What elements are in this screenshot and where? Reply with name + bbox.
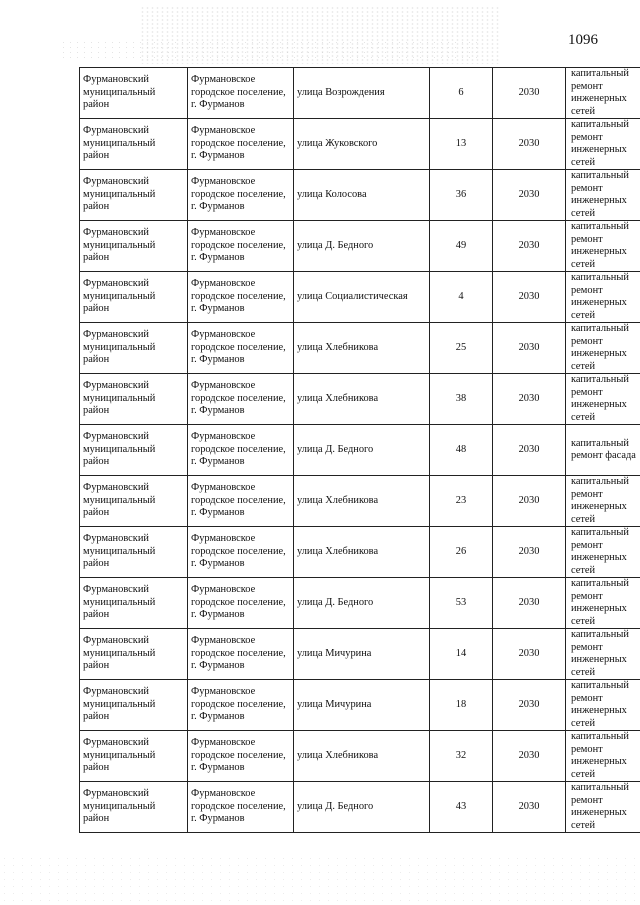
settlement-cell: Фурмановское городское поселение, г. Фурманов <box>188 323 294 374</box>
work-type-cell: капитальный ремонт инженерных сетей <box>566 68 640 119</box>
street-cell: улица Д. Бедного <box>294 782 430 833</box>
street-cell: улица Хлебникова <box>294 731 430 782</box>
settlement-cell: Фурмановское городское поселение, г. Фурманов <box>188 629 294 680</box>
work-type-cell: капитальный ремонт инженерных сетей <box>566 119 640 170</box>
district-cell: Фурмановский муниципальный район <box>80 527 188 578</box>
work-type-cell: капитальный ремонт инженерных сетей <box>566 272 640 323</box>
street-cell: улица Д. Бедного <box>294 425 430 476</box>
house-number-cell: 43 <box>430 782 493 833</box>
house-number-cell: 25 <box>430 323 493 374</box>
house-number-cell: 38 <box>430 374 493 425</box>
settlement-cell: Фурмановское городское поселение, г. Фурманов <box>188 68 294 119</box>
table-body <box>80 68 640 833</box>
year-cell: 2030 <box>493 425 566 476</box>
scan-noise-top-faint <box>60 40 480 62</box>
settlement-cell: Фурмановское городское поселение, г. Фурманов <box>188 680 294 731</box>
house-number-cell: 26 <box>430 527 493 578</box>
year-cell: 2030 <box>493 68 566 119</box>
table-row <box>80 68 640 119</box>
street-cell: улица Хлебникова <box>294 374 430 425</box>
table-row <box>80 629 640 680</box>
district-cell: Фурмановский муниципальный район <box>80 323 188 374</box>
settlement-cell: Фурмановское городское поселение, г. Фурманов <box>188 782 294 833</box>
table-row <box>80 272 640 323</box>
settlement-cell: Фурмановское городское поселение, г. Фурманов <box>188 272 294 323</box>
district-cell: Фурмановский муниципальный район <box>80 374 188 425</box>
district-cell: Фурмановский муниципальный район <box>80 119 188 170</box>
work-type-cell: капитальный ремонт инженерных сетей <box>566 221 640 272</box>
house-number-cell: 14 <box>430 629 493 680</box>
year-cell: 2030 <box>493 476 566 527</box>
street-cell: улица Д. Бедного <box>294 221 430 272</box>
street-cell: улица Хлебникова <box>294 527 430 578</box>
table-row <box>80 119 640 170</box>
work-type-cell: капитальный ремонт инженерных сетей <box>566 476 640 527</box>
year-cell: 2030 <box>493 629 566 680</box>
page-number: 1096 <box>568 32 598 48</box>
street-cell: улица Колосова <box>294 170 430 221</box>
house-number-cell: 4 <box>430 272 493 323</box>
work-type-cell: капитальный ремонт инженерных сетей <box>566 527 640 578</box>
year-cell: 2030 <box>493 272 566 323</box>
district-cell: Фурмановский муниципальный район <box>80 680 188 731</box>
house-number-cell: 6 <box>430 68 493 119</box>
settlement-cell: Фурмановское городское поселение, г. Фурманов <box>188 170 294 221</box>
table-row <box>80 170 640 221</box>
street-cell: улица Возрождения <box>294 68 430 119</box>
district-cell: Фурмановский муниципальный район <box>80 425 188 476</box>
work-type-cell: капитальный ремонт инженерных сетей <box>566 578 640 629</box>
work-type-cell: капитальный ремонт инженерных сетей <box>566 680 640 731</box>
house-number-cell: 13 <box>430 119 493 170</box>
settlement-cell: Фурмановское городское поселение, г. Фурманов <box>188 578 294 629</box>
house-number-cell: 32 <box>430 731 493 782</box>
settlement-cell: Фурмановское городское поселение, г. Фурманов <box>188 731 294 782</box>
house-number-cell: 36 <box>430 170 493 221</box>
work-type-cell: капитальный ремонт инженерных сетей <box>566 629 640 680</box>
year-cell: 2030 <box>493 782 566 833</box>
house-number-cell: 49 <box>430 221 493 272</box>
table-row <box>80 527 640 578</box>
table-row <box>80 425 640 476</box>
district-cell: Фурмановский муниципальный район <box>80 68 188 119</box>
year-cell: 2030 <box>493 731 566 782</box>
year-cell: 2030 <box>493 527 566 578</box>
work-type-cell: капитальный ремонт инженерных сетей <box>566 170 640 221</box>
house-number-cell: 23 <box>430 476 493 527</box>
street-cell: улица Социалистическая <box>294 272 430 323</box>
year-cell: 2030 <box>493 374 566 425</box>
year-cell: 2030 <box>493 578 566 629</box>
district-cell: Фурмановский муниципальный район <box>80 272 188 323</box>
district-cell: Фурмановский муниципальный район <box>80 782 188 833</box>
table-row <box>80 323 640 374</box>
settlement-cell: Фурмановское городское поселение, г. Фурманов <box>188 476 294 527</box>
table-row <box>80 731 640 782</box>
table-row <box>80 680 640 731</box>
work-type-cell: капитальный ремонт инженерных сетей <box>566 374 640 425</box>
district-cell: Фурмановский муниципальный район <box>80 170 188 221</box>
settlement-cell: Фурмановское городское поселение, г. Фурманов <box>188 374 294 425</box>
year-cell: 2030 <box>493 221 566 272</box>
street-cell: улица Д. Бедного <box>294 578 430 629</box>
year-cell: 2030 <box>493 170 566 221</box>
house-number-cell: 48 <box>430 425 493 476</box>
street-cell: улица Мичурина <box>294 680 430 731</box>
work-type-cell: капитальный ремонт инженерных сетей <box>566 731 640 782</box>
settlement-cell: Фурмановское городское поселение, г. Фурманов <box>188 527 294 578</box>
table-row <box>80 374 640 425</box>
work-type-cell: капитальный ремонт фасада <box>566 425 640 476</box>
housing-repair-table <box>79 67 640 833</box>
table-row <box>80 221 640 272</box>
street-cell: улица Хлебникова <box>294 476 430 527</box>
district-cell: Фурмановский муниципальный район <box>80 629 188 680</box>
table-row <box>80 476 640 527</box>
street-cell: улица Мичурина <box>294 629 430 680</box>
street-cell: улица Хлебникова <box>294 323 430 374</box>
year-cell: 2030 <box>493 323 566 374</box>
district-cell: Фурмановский муниципальный район <box>80 476 188 527</box>
district-cell: Фурмановский муниципальный район <box>80 221 188 272</box>
settlement-cell: Фурмановское городское поселение, г. Фурманов <box>188 119 294 170</box>
house-number-cell: 53 <box>430 578 493 629</box>
year-cell: 2030 <box>493 680 566 731</box>
settlement-cell: Фурмановское городское поселение, г. Фурманов <box>188 425 294 476</box>
district-cell: Фурмановский муниципальный район <box>80 578 188 629</box>
settlement-cell: Фурмановское городское поселение, г. Фурманов <box>188 221 294 272</box>
street-cell: улица Жуковского <box>294 119 430 170</box>
year-cell: 2030 <box>493 119 566 170</box>
house-number-cell: 18 <box>430 680 493 731</box>
scan-noise-bottom <box>0 855 640 905</box>
work-type-cell: капитальный ремонт инженерных сетей <box>566 323 640 374</box>
work-type-cell: капитальный ремонт инженерных сетей <box>566 782 640 833</box>
district-cell: Фурмановский муниципальный район <box>80 731 188 782</box>
table-row <box>80 782 640 833</box>
table-row <box>80 578 640 629</box>
